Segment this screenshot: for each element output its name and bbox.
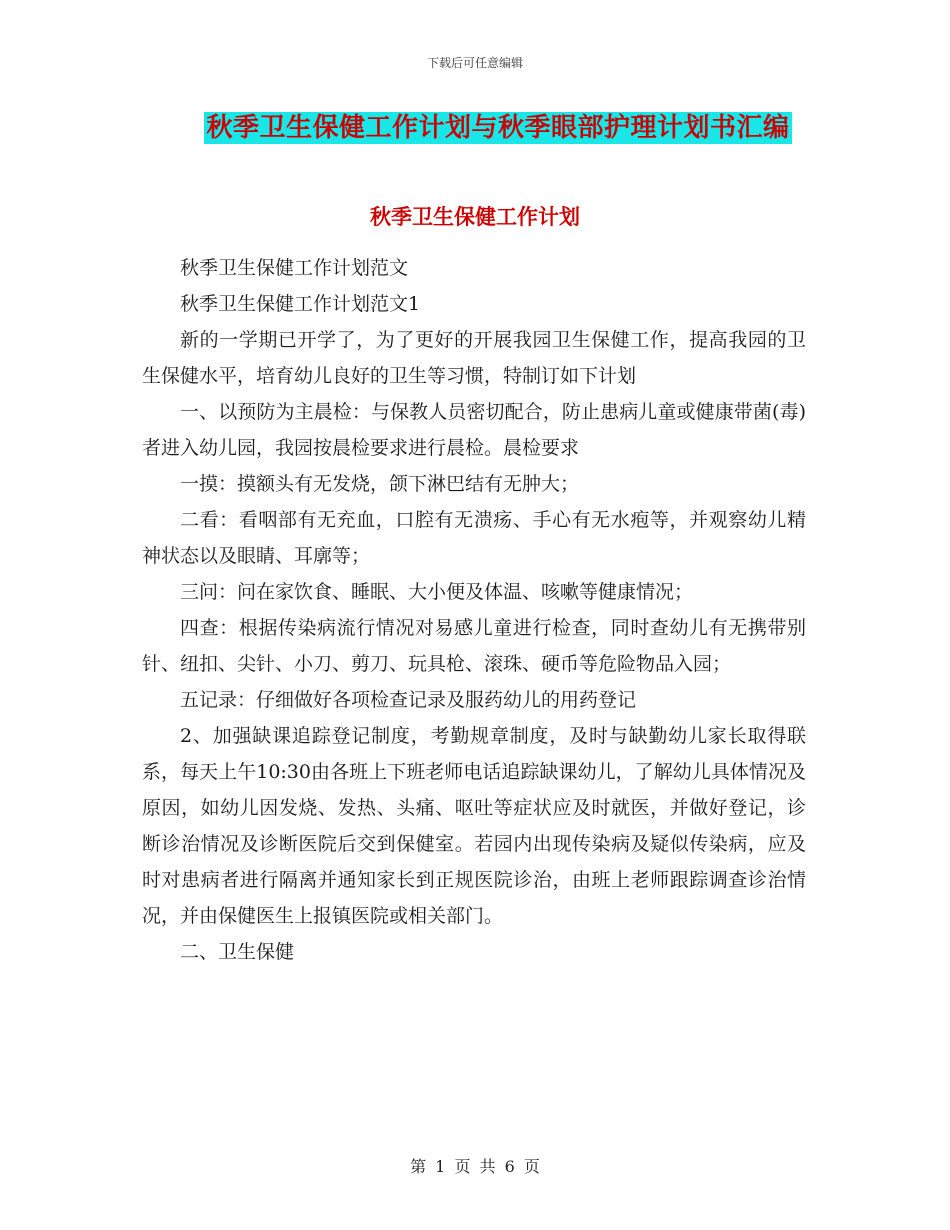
paragraph: 一、以预防为主晨检：与保教人员密切配合，防止患病儿童或健康带菌(毒)者进入幼儿园，我园按晨检要求进行晨检。晨检要求 [142, 401, 806, 459]
paragraph: 一摸：摸额头有无发烧，颌下淋巴结有无肿大； [180, 473, 580, 495]
section-title: 秋季卫生保健工作计划 [370, 204, 580, 229]
paragraph: 五记录：仔细做好各项检查记录及服药幼儿的用药登记 [180, 689, 637, 711]
paragraph: 二、卫生保健 [180, 941, 295, 963]
page-footer: 第 1 页 共 6 页 [410, 1157, 540, 1176]
document-title-container [0, 112, 950, 144]
header-note: 下载后可任意编辑 [426, 56, 523, 70]
document-body [142, 250, 806, 970]
paragraph: 秋季卫生保健工作计划范文1 [180, 293, 421, 315]
paragraph: 二看：看咽部有无充血，口腔有无溃疡、手心有无水疱等，并观察幼儿精神状态以及眼睛、耳廓等； [142, 509, 806, 567]
paragraph: 四查：根据传染病流行情况对易感儿童进行检查，同时查幼儿有无携带别针、纽扣、尖针、小刀、剪刀、玩具枪、滚珠、硬币等危险物品入园； [142, 617, 806, 675]
paragraph: 秋季卫生保健工作计划范文 [180, 257, 409, 279]
paragraph: 2、加强缺课追踪登记制度，考勤规章制度，及时与缺勤幼儿家长取得联系，每天上午10:30由各班上下班老师电话追踪缺课幼儿，了解幼儿具体情况及原因，如幼儿因发烧、发热、头痛、呕吐等症状应及时就医，并做好登记，诊断诊治情况及诊断医院后交到保健室。若园内出现传染病及疑似传染病，应及时对患病者进行隔离并通知家长到正规医院诊治，由班上老师跟踪调查诊治情况，并由保健医生上报镇医院或相关部门。 [142, 725, 806, 927]
document-title: 秋季卫生保健工作计划与秋季眼部护理计划书汇编 [206, 113, 790, 143]
paragraph: 三问：问在家饮食、睡眠、大小便及体温、咳嗽等健康情况； [180, 581, 694, 603]
paragraph: 新的一学期已开学了，为了更好的开展我园卫生保健工作，提高我园的卫生保健水平，培育幼儿良好的卫生等习惯，特制订如下计划 [142, 329, 806, 387]
